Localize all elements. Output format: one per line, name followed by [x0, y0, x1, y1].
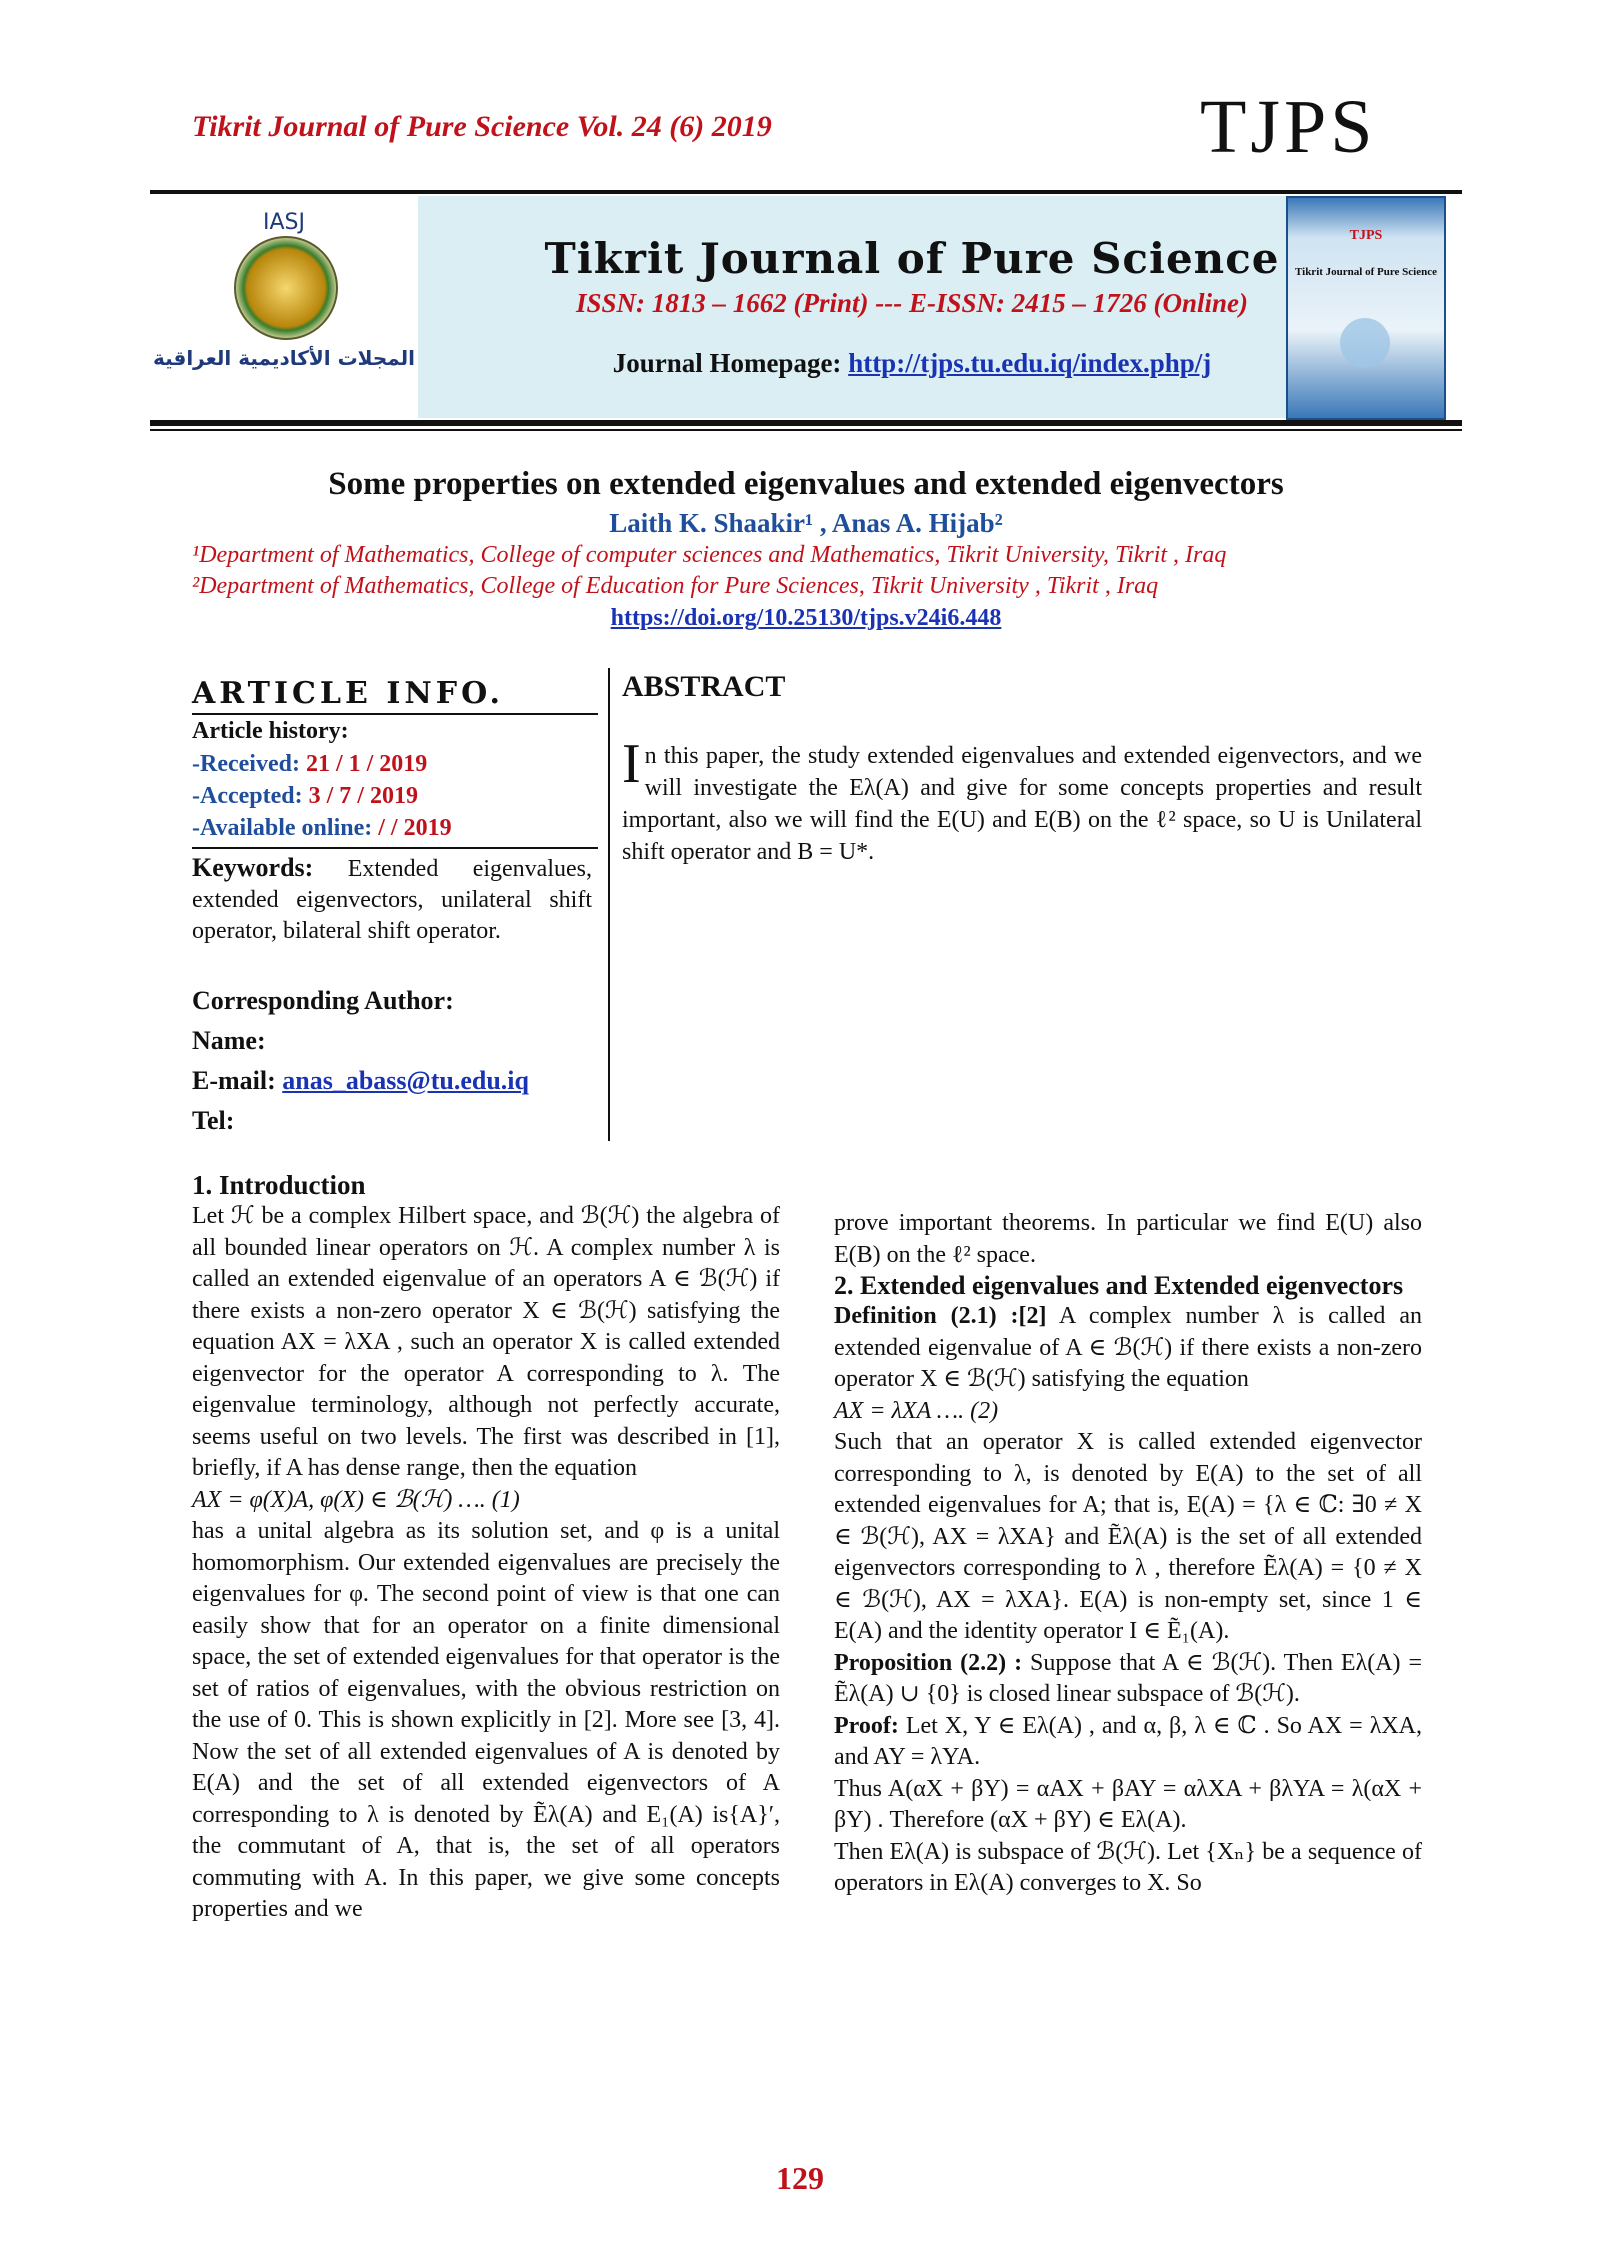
intro-paragraph-1: Let ℋ be a complex Hilbert space, and ℬ(ℋ) the algebra of all bounded linear operators on ℋ. A complex number λ is called an extended eigenvalue of an operators A ∈ ℬ(ℋ) if there exists a non-zero operator X ∈ ℬ(ℋ) satisfying the equation AX = λXA , such an operator X is called extended eigenvector for the operator A corresponding to λ. The eigenvalue terminology, although not perfectly accurate, seems useful on two levels. The first was described in [1], briefly, if A has dense range, then the equation [192, 1203, 780, 1481]
tel-label: Tel: [192, 1106, 235, 1135]
homepage-label: Journal Homepage: [612, 348, 849, 378]
iasj-logo [150, 196, 418, 418]
email-link[interactable]: anas_abass@tu.edu.iq [282, 1066, 529, 1095]
proof-paragraph-2: Thus A(αX + βY) = αAX + βAY = αλXA + βλYA = λ(αX + βY) . Therefore (αX + βY) ∈ Eλ(A). [834, 1775, 1422, 1833]
doi-link[interactable]: https://doi.org/10.25130/tjps.v24i6.448 [610, 605, 1002, 631]
section-2-heading: 2. Extended eigenvalues and Extended eigenvectors [834, 1271, 1404, 1300]
journal-running-title: Tikrit Journal of Pure Science Vol. 24 (6) 2019 [192, 110, 772, 143]
keywords-rule [192, 847, 598, 849]
definition-text: A complex number λ is called an extended eigenvalue of A ∈ ℬ(ℋ) if there exists a non-zero operator X ∈ ℬ(ℋ) satisfying the equation [834, 1303, 1422, 1392]
abstract-dropcap: I [622, 733, 641, 795]
definition-paragraph-2: Such that an operator X is called extended eigenvector corresponding to λ, is denoted by E(A) to the set of all extended eigenvalues for A; that is, E(A) = {λ ∈ ℂ: ∃0 ≠ X ∈ ℬ(ℋ), AX = λXA} and Ẽλ(A) is the set of all extended eigenvectors corresponding to λ , therefore Ẽλ(A) = {0 ≠ X ∈ ℬ(ℋ), AX = λXA}. E(A) is non-empty set, since 1 ∈ E(A) and the identity operator I ∈ Ẽ₁(A). [834, 1429, 1422, 1644]
banner-homepage [418, 348, 1406, 379]
tjps-logo: TJPS [1200, 85, 1377, 169]
article-history-label: Article history: [192, 718, 349, 744]
proof-label: Proof: [834, 1712, 899, 1739]
proof-text: Let X, Y ∈ Eλ(A) , and α, β, λ ∈ ℂ . So AX = λXA, and AY = λYA. [834, 1712, 1422, 1770]
body-right-column [834, 1208, 1422, 1900]
available-value: / / 2019 [378, 815, 452, 841]
accepted-label: -Accepted: [192, 783, 303, 809]
introduction-heading: 1. Introduction [192, 1170, 366, 1200]
accepted-value: 3 / 7 / 2019 [308, 783, 418, 809]
proposition-label: Proposition (2.2) : [834, 1649, 1023, 1676]
keywords-value: Extended eigenvalues, extended eigenvectors, unilateral shift operator, bilateral shift operator. [192, 856, 592, 944]
definition-2-1 [834, 1301, 1422, 1396]
abstract-heading: ABSTRACT [622, 670, 786, 703]
cover-emblem-icon [1340, 318, 1390, 368]
proposition-2-2 [834, 1648, 1422, 1711]
keywords [192, 852, 592, 947]
banner-center [418, 196, 1406, 418]
keywords-label: Keywords: [192, 853, 314, 882]
article-info-rule [192, 713, 598, 715]
definition-label: Definition (2.1) :[2] [834, 1303, 1047, 1329]
equation-2: AX = λXA …. (2) [834, 1397, 999, 1424]
banner-bottom-rule-thin [150, 429, 1462, 431]
banner-issn: ISSN: 1813 – 1662 (Print) --- E-ISSN: 2415 – 1726 (Online) [575, 288, 1249, 318]
received-value: 21 / 1 / 2019 [305, 751, 428, 777]
email-label: E-mail: [192, 1066, 276, 1095]
journal-banner [150, 196, 1462, 418]
iasj-arabic-label: المجلات الأكاديمية العراقية [152, 346, 416, 370]
affiliation-1: ¹Department of Mathematics, College of computer sciences and Mathematics, Tikrit University, Tikrit , Iraq [192, 542, 1227, 568]
iasj-label: IASJ [263, 210, 305, 235]
column-divider [608, 668, 610, 1141]
top-rule [150, 190, 1462, 194]
iasj-seal-icon [234, 236, 338, 340]
paper-authors: Laith K. Shaakir¹ , Anas A. Hijab² [609, 508, 1003, 538]
banner-title: Tikrit Journal of Pure Science [544, 234, 1280, 283]
journal-cover-image [1286, 196, 1446, 420]
banner-bottom-rule [150, 420, 1462, 426]
abstract-body [622, 733, 1422, 868]
article-info-heading: ARTICLE INFO. [192, 676, 504, 711]
corresponding-author-label: Corresponding Author: [192, 986, 454, 1015]
paper-title: Some properties on extended eigenvalues and extended eigenvectors [328, 466, 1284, 502]
name-label: Name: [192, 1026, 266, 1055]
cover-title: TJPS [1349, 228, 1383, 243]
available-date [192, 815, 452, 842]
affiliation-2: ²Department of Mathematics, College of Education for Pure Sciences, Tikrit University , Tikrit , Iraq [192, 573, 1159, 599]
email-row [192, 1066, 529, 1096]
accepted-date [192, 783, 418, 810]
page-number: 129 [776, 2160, 824, 2196]
abstract-text: n this paper, the study extended eigenvalues and extended eigenvectors, and we will investigate the Eλ(A) and give for some concepts properties and result important, also we will find the E(U) and E(B) on the ℓ² space, so U is Unilateral shift operator and B = U*. [622, 743, 1422, 865]
equation-1: AX = φ(X)A, φ(X) ∈ ℬ(ℋ) …. (1) [192, 1486, 520, 1513]
available-label: -Available online: [192, 815, 373, 841]
intro-continuation: prove important theorems. In particular we find E(U) also E(B) on the ℓ² space. [834, 1210, 1422, 1268]
proof-paragraph-1 [834, 1711, 1422, 1774]
intro-paragraph-2: has a unital algebra as its solution set, and φ is a unital homomorphism. Our extended eigenvalues are precisely the eigenvalues for φ. The second point of view is that one can easily show that for an operator on a finite dimensional space, the set of extended eigenvalues for that operator is the set of ratios of eigenvalues, with the obvious restriction on the use of 0. This is shown explicitly in [2]. More see [3, 4]. Now the set of all extended eigenvalues of A is denoted by E(A) and the set of all extended eigenvectors of A corresponding to λ is denoted by Ẽλ(A) and E₁(A) is{A}′, the commutant of A, that is, the set of all operators commuting with A. In this paper, we give some concepts properties and we [192, 1518, 780, 1922]
homepage-link[interactable]: http://tjps.tu.edu.iq/index.php/j [848, 348, 1212, 378]
cover-subtitle: Tikrit Journal of Pure Science [1295, 266, 1437, 278]
received-label: -Received: [192, 751, 300, 777]
proof-paragraph-3: Then Eλ(A) is subspace of ℬ(ℋ). Let {Xₙ} be a sequence of operators in Eλ(A) converges to X. So [834, 1838, 1422, 1896]
body-left-column [192, 1170, 780, 1926]
proposition-text: Suppose that A ∈ ℬ(ℋ). Then Eλ(A) = Ẽλ(A) ∪ {0} is closed linear subspace of ℬ(ℋ). [834, 1649, 1423, 1707]
received-date [192, 751, 427, 778]
